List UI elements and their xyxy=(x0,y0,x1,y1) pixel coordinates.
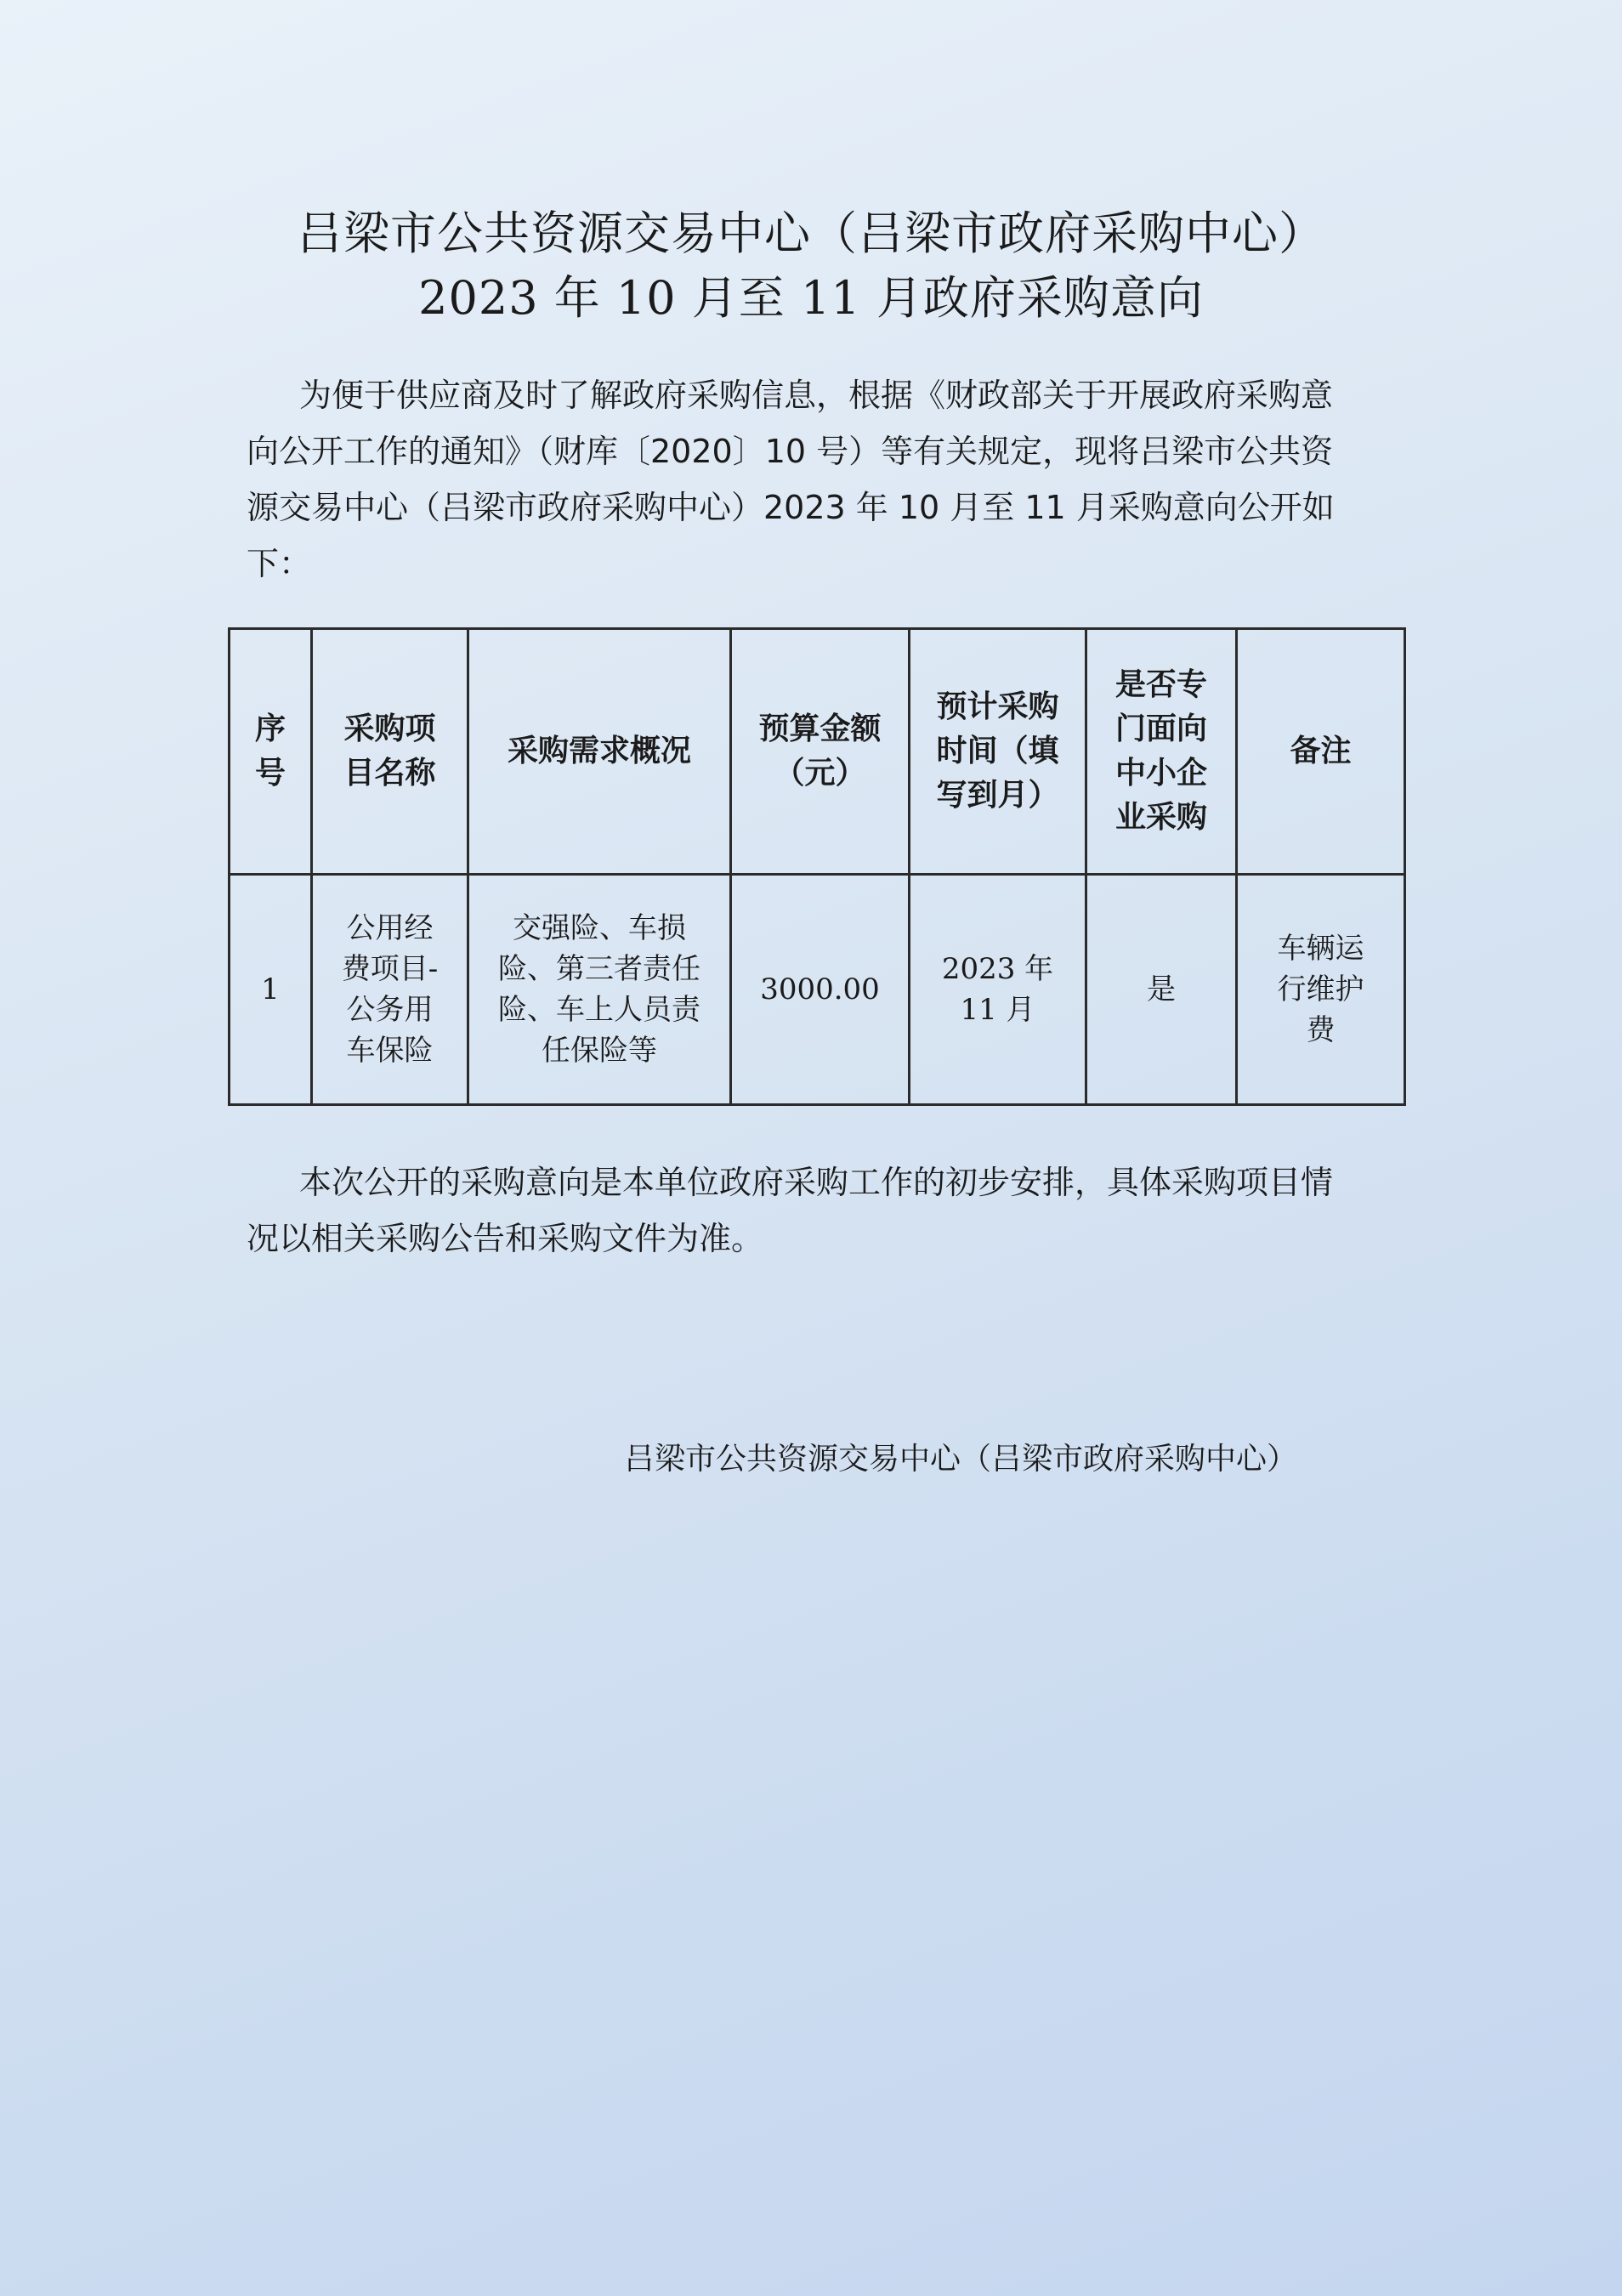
header-time: 预计采购时间（填写到月） xyxy=(910,629,1086,875)
intro-line-3: 源交易中心（吕梁市政府采购中心）2023 年 10 月至 11 月采购意向公开如 xyxy=(247,489,1335,526)
table-row xyxy=(230,875,1405,1105)
cell-budget: 3000.00 xyxy=(731,875,910,1105)
closing-line-2: 况以相关采购公告和采购文件为准。 xyxy=(247,1220,764,1257)
header-index: 序号 xyxy=(230,629,312,875)
header-project-name: 采购项目名称 xyxy=(312,629,468,875)
signature-organization: 吕梁市公共资源交易中心（吕梁市政府采购中心） xyxy=(624,1442,1298,1477)
header-note: 备注 xyxy=(1237,629,1405,875)
header-sme: 是否专门面向中小企业采购 xyxy=(1086,629,1237,875)
cell-sme: 是 xyxy=(1086,875,1237,1105)
intro-line-2: 向公开工作的通知》（财库〔2020〕10 号）等有关规定，现将吕梁市公共资 xyxy=(247,433,1334,470)
cell-time: 2023 年 11 月 xyxy=(910,875,1086,1105)
intro-line-1: 为便于供应商及时了解政府采购信息，根据《财政部关于开展政府采购意 xyxy=(299,377,1334,414)
document-title-line-2: 2023 年 10 月至 11 月政府采购意向 xyxy=(418,271,1204,325)
header-budget: 预算金额（元） xyxy=(731,629,910,875)
cell-project-name: 公用经费项目-公务用车保险 xyxy=(312,875,468,1105)
header-requirement: 采购需求概况 xyxy=(468,629,731,875)
procurement-table xyxy=(228,627,1406,1106)
closing-line-1: 本次公开的采购意向是本单位政府采购工作的初步安排，具体采购项目情 xyxy=(299,1164,1334,1201)
table-header-row xyxy=(230,629,1405,875)
document-title-line-1: 吕梁市公共资源交易中心（吕梁市政府采购中心） xyxy=(297,207,1325,260)
intro-line-4: 下： xyxy=(247,545,312,582)
cell-note: 车辆运行维护费 xyxy=(1237,875,1405,1105)
cell-index: 1 xyxy=(230,875,312,1105)
cell-requirement: 交强险、车损险、第三者责任险、车上人员责任保险等 xyxy=(468,875,731,1105)
